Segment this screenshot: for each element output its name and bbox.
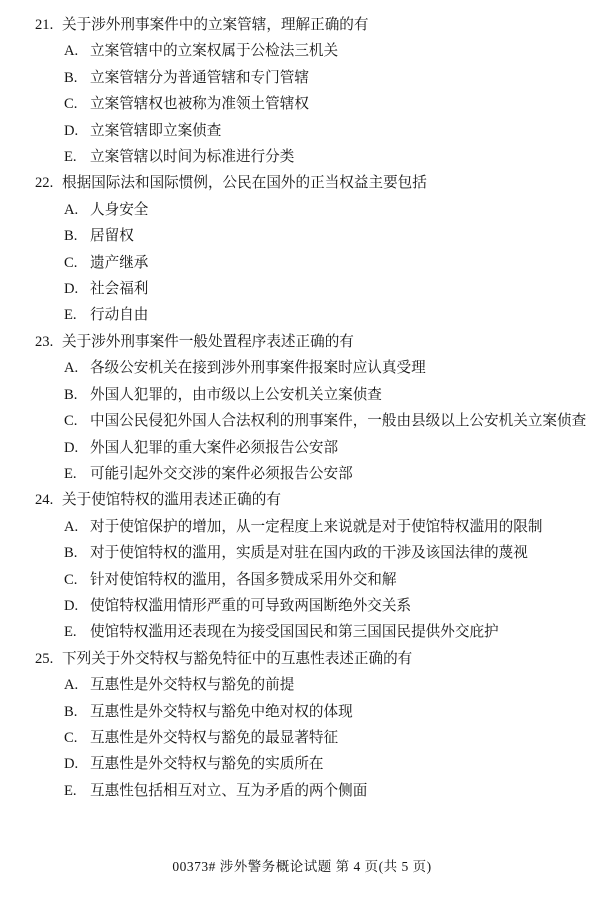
option-text: 立案管辖即立案侦查 — [90, 122, 222, 139]
page-footer — [0, 855, 604, 875]
option-label: D. — [64, 597, 79, 614]
option-text: 立案管辖分为普通管辖和专门管辖 — [90, 69, 309, 86]
option-label: B. — [64, 703, 78, 720]
question-stem-line — [0, 646, 604, 672]
option-text: 互惠性包括相互对立、互为矛盾的两个侧面 — [90, 782, 368, 799]
option-text: 各级公安机关在接到涉外刑事案件报案时应认真受理 — [90, 360, 426, 377]
question-block — [0, 170, 604, 328]
option-label: A. — [64, 360, 79, 377]
question-block — [0, 329, 604, 487]
option-line — [0, 540, 604, 566]
option-text: 互惠性是外交特权与豁免的实质所在 — [90, 756, 324, 773]
option-label: D. — [64, 281, 79, 298]
option-text: 遗产继承 — [90, 254, 149, 271]
option-line — [0, 699, 604, 725]
option-text: 使馆特权滥用还表现在为接受国国民和第三国国民提供外交庇护 — [90, 624, 499, 641]
question-block — [0, 646, 604, 804]
option-line — [0, 144, 604, 170]
question-list — [0, 12, 604, 804]
option-text: 外国人犯罪的重大案件必须报告公安部 — [90, 439, 339, 456]
option-line — [0, 65, 604, 91]
option-label: C. — [64, 571, 78, 588]
question-stem-line — [0, 12, 604, 38]
option-text: 对于使馆特权的滥用，实质是对驻在国内政的干涉及该国法律的蔑视 — [90, 545, 528, 562]
option-line — [0, 672, 604, 698]
option-label: B. — [64, 69, 78, 86]
question-number: 21. — [35, 17, 54, 33]
option-label: C. — [64, 254, 78, 271]
option-label: A. — [64, 677, 79, 694]
option-line — [0, 355, 604, 381]
question-stem: 根据国际法和国际惯例，公民在国外的正当权益主要包括 — [62, 175, 427, 192]
option-line — [0, 223, 604, 249]
option-label: D. — [64, 439, 79, 456]
option-text: 使馆特权滥用情形严重的可导致两国断绝外交关系 — [90, 597, 412, 614]
option-label: D. — [64, 756, 79, 773]
option-label: B. — [64, 386, 78, 403]
option-line — [0, 250, 604, 276]
option-text: 中国公民侵犯外国人合法权利的刑事案件，一般由县级以上公安机关立案侦查 — [90, 413, 587, 430]
option-line — [0, 461, 604, 487]
question-stem-line — [0, 170, 604, 196]
question-number: 22. — [35, 175, 54, 192]
option-text: 互惠性是外交特权与豁免的前提 — [90, 677, 295, 694]
option-label: B. — [64, 228, 78, 245]
question-stem: 关于涉外刑事案件中的立案管辖，理解正确的有 — [62, 17, 369, 33]
option-line — [0, 38, 604, 64]
question-number: 25. — [35, 650, 54, 667]
question-number: 24. — [35, 492, 54, 509]
option-label: B. — [64, 545, 78, 562]
option-line — [0, 619, 604, 645]
option-text: 立案管辖以时间为标准进行分类 — [90, 149, 295, 166]
question-block — [0, 487, 604, 645]
question-stem-line — [0, 329, 604, 355]
option-line — [0, 276, 604, 302]
option-text: 互惠性是外交特权与豁免中绝对权的体现 — [90, 703, 353, 720]
option-line — [0, 408, 604, 434]
option-text: 外国人犯罪的，由市级以上公安机关立案侦查 — [90, 386, 382, 403]
question-number: 23. — [35, 333, 54, 350]
option-text: 立案管辖权也被称为准领土管辖权 — [90, 96, 309, 113]
option-text: 互惠性是外交特权与豁免的最显著特征 — [90, 729, 339, 746]
option-text: 行动自由 — [90, 307, 149, 324]
option-line — [0, 91, 604, 117]
option-line — [0, 435, 604, 461]
question-stem: 关于使馆特权的滥用表述正确的有 — [62, 492, 281, 509]
option-label: A. — [64, 201, 79, 218]
option-label: E. — [64, 624, 77, 641]
option-label: A. — [64, 43, 79, 60]
option-label: E. — [64, 782, 77, 799]
option-line — [0, 751, 604, 777]
option-label: C. — [64, 729, 78, 746]
option-label: C. — [64, 96, 78, 113]
option-label: D. — [64, 122, 79, 139]
option-line — [0, 593, 604, 619]
footer-text: 00373# 涉外警务概论试题 第 4 页(共 5 页) — [172, 859, 432, 874]
question-stem-line — [0, 487, 604, 513]
option-label: C. — [64, 413, 78, 430]
option-label: A. — [64, 518, 79, 535]
option-text: 可能引起外交交涉的案件必须报告公安部 — [90, 465, 353, 482]
option-text: 居留权 — [90, 228, 134, 245]
option-text: 针对使馆特权的滥用，各国多赞成采用外交和解 — [90, 571, 397, 588]
option-line — [0, 514, 604, 540]
option-label: E. — [64, 307, 77, 324]
question-block — [0, 12, 604, 170]
option-label: E. — [64, 465, 77, 482]
option-text: 社会福利 — [90, 281, 149, 298]
option-text: 立案管辖中的立案权属于公检法三机关 — [90, 43, 339, 60]
option-line — [0, 567, 604, 593]
option-line — [0, 302, 604, 328]
option-line — [0, 118, 604, 144]
option-text: 人身安全 — [90, 201, 149, 218]
option-line — [0, 725, 604, 751]
question-stem: 关于涉外刑事案件一般处置程序表述正确的有 — [62, 333, 354, 350]
option-line — [0, 382, 604, 408]
question-stem: 下列关于外交特权与豁免特征中的互惠性表述正确的有 — [62, 650, 413, 667]
option-line — [0, 778, 604, 804]
option-label: E. — [64, 149, 77, 166]
option-text: 对于使馆保护的增加，从一定程度上来说就是对于使馆特权滥用的限制 — [90, 518, 543, 535]
option-line — [0, 197, 604, 223]
